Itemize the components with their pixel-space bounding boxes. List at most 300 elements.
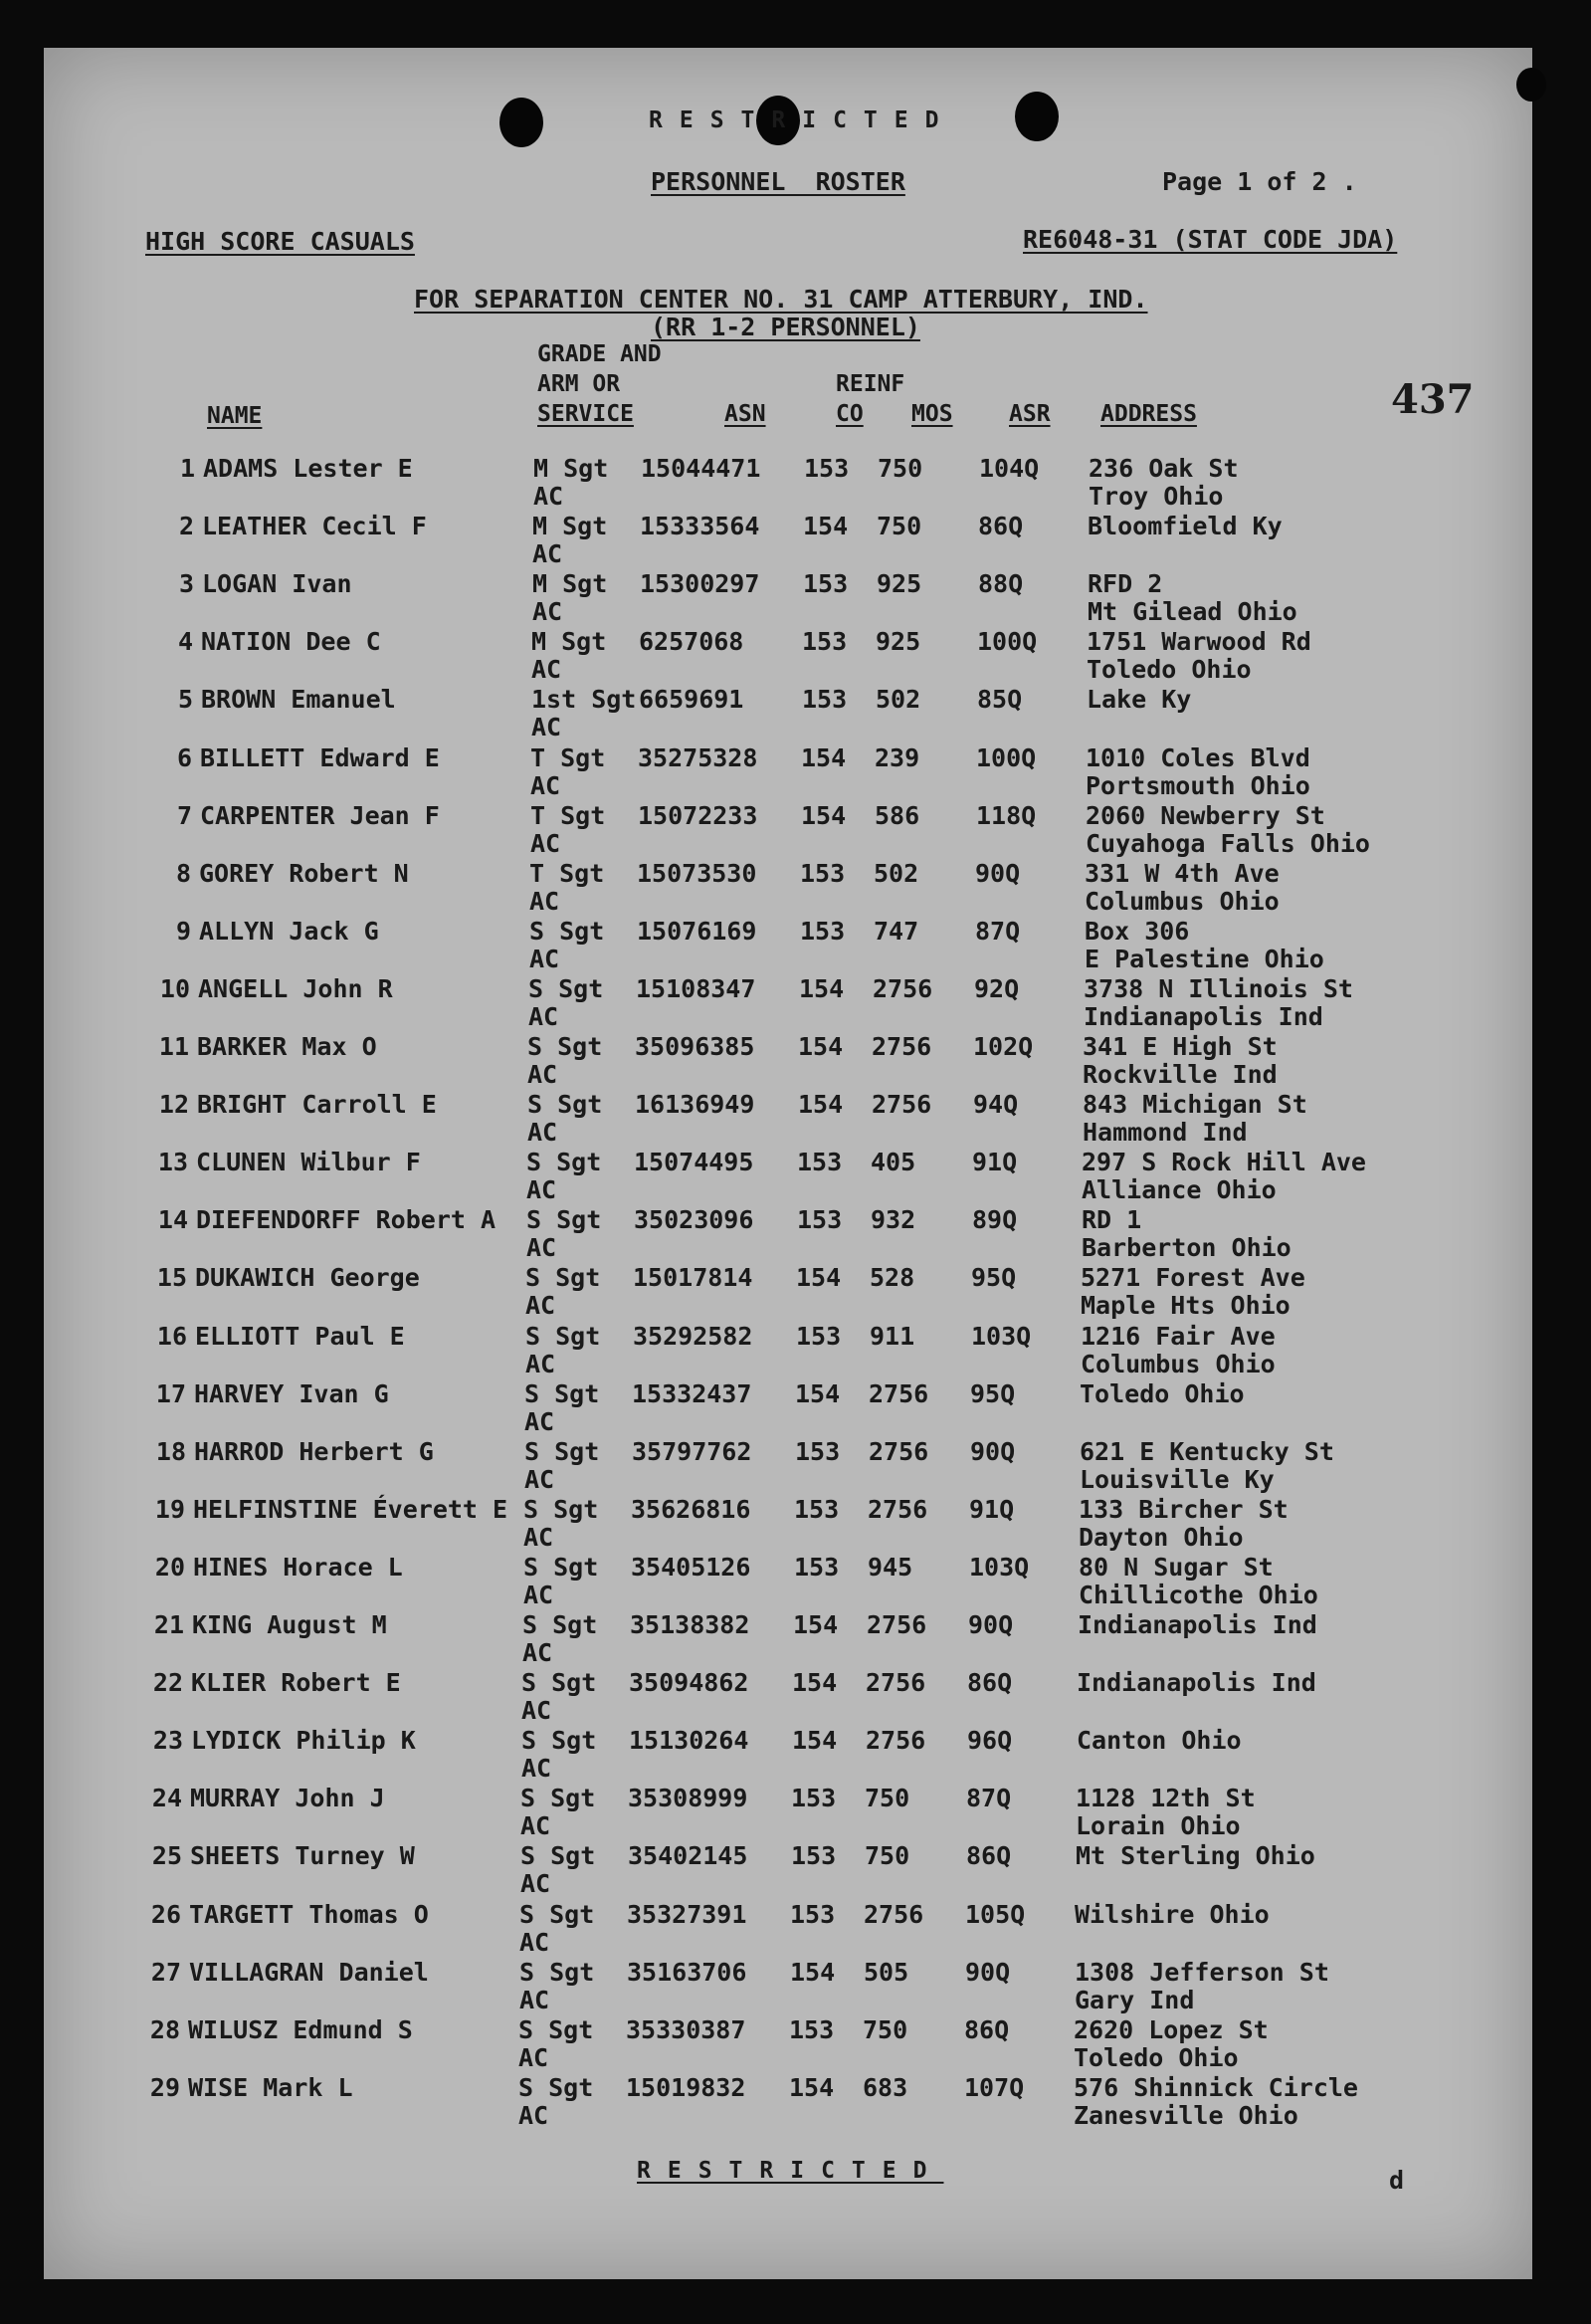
asr-score: 90Q <box>968 1610 1014 1639</box>
mos: 502 <box>876 685 921 714</box>
col-grade-l1: GRADE AND <box>537 341 662 367</box>
grade: M Sgt <box>531 627 607 656</box>
stamp-number: 437 <box>1391 376 1475 423</box>
asr-score: 107Q <box>964 2073 1025 2102</box>
soldier-name: DUKAWICH George <box>195 1263 420 1292</box>
row-number: 6 <box>176 743 192 772</box>
address-line1: 3738 N Illinois St <box>1084 974 1353 1003</box>
asn: 35163706 <box>627 1958 747 1987</box>
soldier-name: WILUSZ Edmund S <box>188 2015 413 2044</box>
row-number: 29 <box>149 2073 180 2102</box>
row-number: 22 <box>152 1668 183 1697</box>
mos: 750 <box>877 512 922 540</box>
grade: S Sgt <box>528 974 604 1003</box>
address-line2: Rockville Ind <box>1083 1060 1278 1089</box>
col-grade-l3: SERVICE <box>537 401 634 427</box>
arm-service: AC <box>533 482 564 511</box>
grade: M Sgt <box>533 454 609 483</box>
address-line2: Alliance Ohio <box>1082 1175 1277 1204</box>
col-mos: MOS <box>911 401 953 427</box>
asr-score: 100Q <box>977 627 1038 656</box>
arm-service: AC <box>531 655 562 684</box>
table-row <box>37 1205 1525 1263</box>
row-number: 2 <box>178 512 194 540</box>
soldier-name: SHEETS Turney W <box>190 1841 415 1870</box>
reinf-co: 154 <box>798 1032 844 1061</box>
grade: S Sgt <box>518 2073 594 2102</box>
asr-score: 92Q <box>974 974 1020 1003</box>
row-number: 21 <box>153 1610 184 1639</box>
asr-score: 91Q <box>969 1495 1015 1524</box>
arm-service: AC <box>524 1407 555 1436</box>
arm-service: AC <box>530 771 561 800</box>
soldier-name: ALLYN Jack G <box>199 917 379 946</box>
arm-service: AC <box>520 1811 551 1840</box>
mos: 750 <box>863 2015 908 2044</box>
asn: 16136949 <box>635 1090 755 1119</box>
address-line1: 133 Bircher St <box>1079 1495 1289 1524</box>
personnel-class-line: (RR 1-2 PERSONNEL) <box>651 313 920 341</box>
address-line1: 2620 Lopez St <box>1074 2015 1269 2044</box>
asr-score: 90Q <box>965 1958 1011 1987</box>
arm-service: AC <box>530 829 561 858</box>
row-number: 27 <box>150 1958 181 1987</box>
col-asr: ASR <box>1009 401 1051 427</box>
grade: T Sgt <box>529 859 605 888</box>
reinf-co: 154 <box>792 1668 838 1697</box>
punch-hole-left <box>499 98 543 147</box>
arm-service: AC <box>523 1581 554 1609</box>
reinf-co: 154 <box>801 743 847 772</box>
asn: 35626816 <box>631 1495 751 1524</box>
asr-score: 104Q <box>979 454 1040 483</box>
reinf-co: 154 <box>799 974 845 1003</box>
row-number: 15 <box>156 1263 187 1292</box>
soldier-name: VILLAGRAN Daniel <box>189 1958 429 1987</box>
soldier-name: GOREY Robert N <box>199 859 409 888</box>
row-number: 28 <box>149 2015 180 2044</box>
asn: 15332437 <box>632 1379 752 1408</box>
asr-score: 103Q <box>971 1322 1032 1351</box>
reinf-co: 153 <box>797 1205 843 1234</box>
col-reinf: REINF <box>836 371 905 397</box>
row-number: 14 <box>157 1205 188 1234</box>
asr-score: 90Q <box>975 859 1021 888</box>
row-number: 20 <box>154 1553 185 1582</box>
asr-score: 102Q <box>973 1032 1034 1061</box>
table-row <box>34 1495 1522 1553</box>
address-line1: 2060 Newberry St <box>1086 801 1325 830</box>
asr-score: 100Q <box>976 743 1037 772</box>
asr-score: 86Q <box>966 1841 1012 1870</box>
address-line2: Louisville Ky <box>1080 1465 1275 1494</box>
table-row <box>34 1553 1522 1610</box>
soldier-name: TARGETT Thomas O <box>189 1900 429 1929</box>
address-line1: 621 E Kentucky St <box>1080 1437 1334 1466</box>
grade: M Sgt <box>532 569 608 598</box>
reinf-co: 154 <box>798 1090 844 1119</box>
separation-center-line: FOR SEPARATION CENTER NO. 31 CAMP ATTERBURY, IND. <box>414 285 1148 314</box>
soldier-name: HARVEY Ivan G <box>194 1379 389 1408</box>
address-line1: 1751 Warwood Rd <box>1087 627 1311 656</box>
row-number: 23 <box>152 1726 183 1755</box>
arm-service: AC <box>532 539 563 568</box>
grade: T Sgt <box>530 801 606 830</box>
arm-service: AC <box>523 1523 554 1552</box>
reinf-co: 153 <box>800 917 846 946</box>
grade: S Sgt <box>520 1784 596 1812</box>
row-number: 5 <box>177 685 193 714</box>
address-line2: Toledo Ohio <box>1074 2043 1239 2072</box>
arm-service: AC <box>524 1465 555 1494</box>
reinf-co: 153 <box>794 1495 840 1524</box>
mos: 750 <box>878 454 923 483</box>
grade: S Sgt <box>519 1958 595 1987</box>
arm-service: AC <box>527 1060 558 1089</box>
grade: S Sgt <box>520 1841 596 1870</box>
asr-score: 90Q <box>970 1437 1016 1466</box>
reinf-co: 153 <box>804 454 850 483</box>
table-row <box>36 1322 1524 1379</box>
asr-score: 96Q <box>967 1726 1013 1755</box>
table-row <box>29 2073 1517 2131</box>
arm-service: AC <box>529 887 560 916</box>
restricted-bottom: RESTRICTED <box>637 2158 944 2184</box>
row-number: 8 <box>175 859 191 888</box>
mos: 747 <box>874 917 919 946</box>
mos: 2756 <box>873 974 933 1003</box>
asn: 6257068 <box>639 627 744 656</box>
arm-service: AC <box>519 1986 550 2014</box>
reinf-co: 153 <box>802 627 848 656</box>
mos: 586 <box>875 801 920 830</box>
asn: 6659691 <box>639 685 744 714</box>
asr-score: 87Q <box>966 1784 1012 1812</box>
reinf-co: 154 <box>793 1610 839 1639</box>
address-line2: Mt Gilead Ohio <box>1088 597 1297 626</box>
address-line2: Chillicothe Ohio <box>1079 1581 1318 1609</box>
grade: S Sgt <box>527 1032 603 1061</box>
table-row <box>42 627 1530 685</box>
reinf-co: 153 <box>791 1841 837 1870</box>
asn: 15130264 <box>629 1726 749 1755</box>
asr-score: 87Q <box>975 917 1021 946</box>
address-line1: 5271 Forest Ave <box>1081 1263 1305 1292</box>
arm-service: AC <box>528 1002 559 1031</box>
grade: S Sgt <box>526 1148 602 1176</box>
asn: 15076169 <box>637 917 757 946</box>
asr-score: 91Q <box>972 1148 1018 1176</box>
row-number: 19 <box>154 1495 185 1524</box>
grade: 1st Sgt <box>531 685 637 714</box>
soldier-name: LYDICK Philip K <box>191 1726 416 1755</box>
reinf-co: 153 <box>791 1784 837 1812</box>
address-line1: RFD 2 <box>1088 569 1163 598</box>
row-number: 3 <box>178 569 194 598</box>
arm-service: AC <box>518 2101 549 2130</box>
grade: T Sgt <box>530 743 606 772</box>
arm-service: AC <box>518 2043 549 2072</box>
asn: 35275328 <box>638 743 758 772</box>
table-row <box>43 512 1531 569</box>
punch-hole-corner <box>1516 68 1546 102</box>
asn: 15017814 <box>633 1263 753 1292</box>
corner-mark: d <box>1389 2166 1405 2195</box>
arm-service: AC <box>521 1696 552 1725</box>
asn: 35023096 <box>634 1205 754 1234</box>
grade: S Sgt <box>519 1900 595 1929</box>
soldier-name: MURRAY John J <box>190 1784 385 1812</box>
address-line1: Lake Ky <box>1087 685 1192 714</box>
address-line1: 236 Oak St <box>1089 454 1239 483</box>
row-number: 17 <box>155 1379 186 1408</box>
reinf-co: 153 <box>794 1553 840 1582</box>
soldier-name: BROWN Emanuel <box>201 685 396 714</box>
mos: 239 <box>875 743 920 772</box>
row-number: 1 <box>179 454 195 483</box>
address-line1: 331 W 4th Ave <box>1085 859 1280 888</box>
table-row <box>40 917 1528 974</box>
table-row <box>41 743 1529 801</box>
asn: 35330387 <box>626 2015 746 2044</box>
restricted-top: RESTRICTED <box>649 107 956 133</box>
soldier-name: CARPENTER Jean F <box>200 801 440 830</box>
asn: 35405126 <box>631 1553 751 1582</box>
asr-score: 105Q <box>965 1900 1026 1929</box>
asn: 15044471 <box>641 454 761 483</box>
address-line2: Gary Ind <box>1075 1986 1195 2014</box>
reinf-co: 154 <box>792 1726 838 1755</box>
address-line1: 843 Michigan St <box>1083 1090 1307 1119</box>
address-line2: Columbus Ohio <box>1081 1350 1276 1378</box>
address-line1: Indianapolis Ind <box>1077 1668 1316 1697</box>
asn: 15072233 <box>638 801 758 830</box>
arm-service: AC <box>532 597 563 626</box>
mos: 502 <box>874 859 919 888</box>
reinf-co: 154 <box>789 2073 835 2102</box>
arm-service: AC <box>525 1350 556 1378</box>
table-row <box>41 801 1529 859</box>
address-line2: Toledo Ohio <box>1087 655 1252 684</box>
row-number: 4 <box>177 627 193 656</box>
address-line1: Wilshire Ohio <box>1075 1900 1270 1929</box>
grade: S Sgt <box>518 2015 594 2044</box>
table-row <box>32 1726 1520 1784</box>
table-row <box>35 1379 1523 1437</box>
mos: 2756 <box>872 1032 932 1061</box>
table-row <box>43 569 1531 627</box>
grade: S Sgt <box>522 1610 598 1639</box>
soldier-name: LOGAN Ivan <box>202 569 352 598</box>
row-number: 7 <box>176 801 192 830</box>
asr-score: 85Q <box>977 685 1023 714</box>
soldier-name: HINES Horace L <box>193 1553 403 1582</box>
address-line2: Lorain Ohio <box>1076 1811 1241 1840</box>
address-line1: Indianapolis Ind <box>1078 1610 1317 1639</box>
soldier-name: HARROD Herbert G <box>194 1437 434 1466</box>
asr-score: 86Q <box>967 1668 1013 1697</box>
soldier-name: LEATHER Cecil F <box>202 512 427 540</box>
address-line2: Troy Ohio <box>1089 482 1224 511</box>
asr-score: 95Q <box>970 1379 1016 1408</box>
address-line2: Columbus Ohio <box>1085 887 1280 916</box>
arm-service: AC <box>531 713 562 741</box>
arm-service: AC <box>519 1928 550 1957</box>
table-row <box>38 1090 1526 1148</box>
asr-score: 118Q <box>976 801 1037 830</box>
asn: 15108347 <box>636 974 756 1003</box>
table-row <box>29 2015 1517 2073</box>
asr-score: 103Q <box>969 1553 1030 1582</box>
mos: 945 <box>868 1553 913 1582</box>
asr-score: 89Q <box>972 1205 1018 1234</box>
table-row <box>31 1784 1519 1841</box>
row-number: 18 <box>155 1437 186 1466</box>
reinf-co: 154 <box>803 512 849 540</box>
col-grade-l2: ARM OR <box>537 371 621 397</box>
reinf-co: 154 <box>795 1379 841 1408</box>
address-line1: Canton Ohio <box>1077 1726 1242 1755</box>
grade: S Sgt <box>521 1726 597 1755</box>
soldier-name: WISE Mark L <box>188 2073 353 2102</box>
address-line2: E Palestine Ohio <box>1085 945 1324 973</box>
reinf-co: 154 <box>796 1263 842 1292</box>
asn: 35138382 <box>630 1610 750 1639</box>
table-row <box>42 685 1530 742</box>
arm-service: AC <box>525 1291 556 1320</box>
table-row <box>44 454 1532 512</box>
grade: S Sgt <box>527 1090 603 1119</box>
mos: 925 <box>876 627 921 656</box>
mos: 683 <box>863 2073 908 2102</box>
mos: 2756 <box>867 1610 927 1639</box>
grade: M Sgt <box>532 512 608 540</box>
arm-service: AC <box>526 1233 557 1262</box>
address-line1: 80 N Sugar St <box>1079 1553 1274 1582</box>
arm-service: AC <box>520 1869 551 1898</box>
asn: 35292582 <box>633 1322 753 1351</box>
row-number: 16 <box>156 1322 187 1351</box>
address-line1: 1216 Fair Ave <box>1081 1322 1276 1351</box>
asr-score: 94Q <box>973 1090 1019 1119</box>
asn: 35096385 <box>635 1032 755 1061</box>
row-number: 10 <box>159 974 190 1003</box>
soldier-name: BRIGHT Carroll E <box>197 1090 437 1119</box>
address-line1: Mt Sterling Ohio <box>1076 1841 1315 1870</box>
address-line1: Bloomfield Ky <box>1088 512 1283 540</box>
asn: 35402145 <box>628 1841 748 1870</box>
address-line1: 1010 Coles Blvd <box>1086 743 1310 772</box>
reinf-co: 153 <box>795 1437 841 1466</box>
reinf-co: 153 <box>797 1148 843 1176</box>
roster-page <box>44 48 1532 2279</box>
address-line1: RD 1 <box>1082 1205 1142 1234</box>
mos: 2756 <box>872 1090 932 1119</box>
reinf-co: 153 <box>803 569 849 598</box>
page-indicator: Page 1 of 2 . <box>1162 167 1357 196</box>
reinf-co: 153 <box>796 1322 842 1351</box>
arm-service: AC <box>521 1754 552 1783</box>
soldier-name: NATION Dee C <box>201 627 381 656</box>
address-line2: Indianapolis Ind <box>1084 1002 1323 1031</box>
table-row <box>30 1900 1518 1958</box>
address-line2: Hammond Ind <box>1083 1118 1248 1147</box>
col-name: NAME <box>207 403 263 429</box>
mos: 750 <box>865 1841 910 1870</box>
col-address: ADDRESS <box>1100 401 1197 427</box>
address-line1: Box 306 <box>1085 917 1190 946</box>
grade: S Sgt <box>525 1322 601 1351</box>
table-row <box>39 974 1527 1032</box>
asr-score: 88Q <box>978 569 1024 598</box>
asn: 15019832 <box>626 2073 746 2102</box>
mos: 925 <box>877 569 922 598</box>
mos: 2756 <box>869 1437 929 1466</box>
row-number: 13 <box>157 1148 188 1176</box>
table-row <box>40 859 1528 917</box>
reinf-co: 153 <box>800 859 846 888</box>
asn: 35094862 <box>629 1668 749 1697</box>
row-number: 9 <box>175 917 191 946</box>
col-asn: ASN <box>724 401 766 427</box>
mos: 932 <box>871 1205 916 1234</box>
table-row <box>35 1437 1523 1495</box>
soldier-name: DIEFENDORFF Robert A <box>196 1205 497 1234</box>
soldier-name: ELLIOTT Paul E <box>195 1322 405 1351</box>
mos: 2756 <box>866 1668 926 1697</box>
asn: 35797762 <box>632 1437 752 1466</box>
mos: 750 <box>865 1784 910 1812</box>
soldier-name: ANGELL John R <box>198 974 393 1003</box>
table-row <box>37 1148 1525 1205</box>
roster-category: HIGH SCORE CASUALS <box>145 227 415 256</box>
mos: 2756 <box>864 1900 924 1929</box>
soldier-name: BARKER Max O <box>197 1032 377 1061</box>
address-line2: Barberton Ohio <box>1082 1233 1292 1262</box>
reinf-co: 153 <box>789 2015 835 2044</box>
row-number: 12 <box>158 1090 189 1119</box>
row-number: 11 <box>158 1032 189 1061</box>
reinf-co: 153 <box>790 1900 836 1929</box>
address-line2: Maple Hts Ohio <box>1081 1291 1291 1320</box>
asn: 35308999 <box>628 1784 748 1812</box>
table-row <box>36 1263 1524 1321</box>
address-line1: 297 S Rock Hill Ave <box>1082 1148 1366 1176</box>
soldier-name: ADAMS Lester E <box>203 454 413 483</box>
asr-score: 95Q <box>971 1263 1017 1292</box>
soldier-name: CLUNEN Wilbur F <box>196 1148 421 1176</box>
mos: 405 <box>871 1148 916 1176</box>
table-row <box>31 1841 1519 1899</box>
row-number: 26 <box>150 1900 181 1929</box>
col-co: CO <box>836 401 864 427</box>
asn: 15333564 <box>640 512 760 540</box>
reinf-co: 153 <box>802 685 848 714</box>
table-row <box>32 1668 1520 1726</box>
grade: S Sgt <box>529 917 605 946</box>
address-line1: 576 Shinnick Circle <box>1074 2073 1358 2102</box>
mos: 911 <box>870 1322 915 1351</box>
document-title: PERSONNEL ROSTER <box>651 167 905 196</box>
asn: 35327391 <box>627 1900 747 1929</box>
asn: 15300297 <box>640 569 760 598</box>
table-row <box>30 1958 1518 2015</box>
address-line2: Portsmouth Ohio <box>1086 771 1310 800</box>
grade: S Sgt <box>525 1263 601 1292</box>
asr-score: 86Q <box>978 512 1024 540</box>
arm-service: AC <box>522 1638 553 1667</box>
grade: S Sgt <box>523 1553 599 1582</box>
